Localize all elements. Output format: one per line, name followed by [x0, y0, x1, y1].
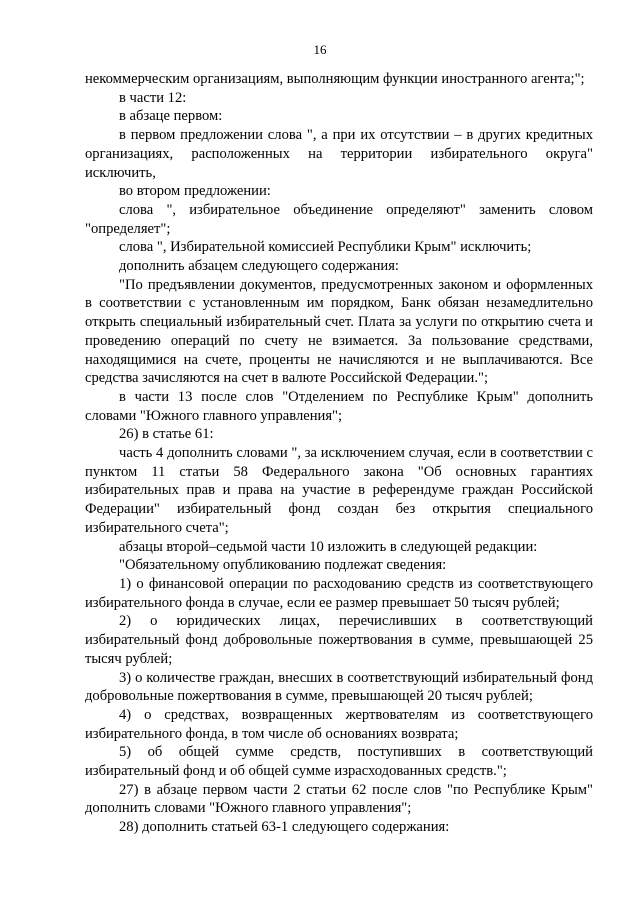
list-item: 3) о количестве граждан, внесших в соответствующий избирательный фонд добровольные пожертвования в сумме, превышающей 20 тысяч рублей; — [85, 669, 593, 705]
paragraph: "Обязательному опубликованию подлежат сведения: — [119, 557, 447, 574]
paragraph: слова ", избирательное объединение определяют" заменить словом "определяет"; — [85, 201, 593, 237]
document-body — [85, 70, 593, 837]
list-item: 1) о финансовой операции по расходованию средств из соответствующего избирательного фонда в случае, если ее размер превышает 50 тысяч рублей; — [85, 575, 593, 611]
paragraph: абзацы второй–седьмой части 10 изложить в следующей редакции: — [119, 538, 538, 555]
paragraph-continuation: некоммерческим организациям, выполняющим функции иностранного агента;"; — [85, 71, 585, 87]
list-item: 2) о юридических лицах, перечисливших в соответствующий избирательный фонд добровольные пожертвования в сумме, превышающей 25 тысяч рублей; — [85, 613, 593, 667]
list-item: 5) об общей сумме средств, поступивших в соответствующий избирательный фонд и об общей сумме израсходованных средств."; — [85, 744, 593, 780]
page-number: 16 — [313, 42, 327, 57]
paragraph: в первом предложении слова ", а при их отсутствии – в других кредитных организациях, расположенных на территории избирательного округа" исключить, — [85, 127, 593, 181]
paragraph: 26) в статье 61: — [119, 426, 214, 443]
paragraph: слова ", Избирательной комиссией Республики Крым" исключить; — [119, 239, 532, 256]
paragraph: во втором предложении: — [119, 183, 271, 200]
paragraph: в части 13 после слов "Отделением по Республике Крым" дополнить словами "Южного главного управления"; — [85, 388, 593, 424]
paragraph: 28) дополнить статьей 63-1 следующего содержания: — [119, 819, 450, 836]
paragraph: "По предъявлении документов, предусмотренных законом и оформленных в соответствии с установленным им порядком, Банк обязан незамедлительно открыть специальный избирательный счет. Плата за услуги по открытию счета и проведению операций по счету не взимается. За пользование средствами, находящимися на счете, проценты не начисляются и не выплачиваются. Все средства зачисляются на счет в валюте Российской Федерации."; — [85, 276, 593, 387]
list-item: 4) о средствах, возвращенных жертвователям из соответствующего избирательного фонда, в том числе об основаниях возврата; — [85, 706, 593, 742]
paragraph: 27) в абзаце первом части 2 статьи 62 после слов "по Республике Крым" дополнить словами "Южного главного управления"; — [85, 781, 593, 817]
paragraph: в абзаце первом: — [119, 108, 223, 125]
paragraph: дополнить абзацем следующего содержания: — [119, 258, 399, 275]
paragraph: в части 12: — [119, 89, 187, 106]
paragraph: часть 4 дополнить словами ", за исключением случая, если в соответствии с пунктом 11 статьи 58 Федерального закона "Об основных гарантиях избирательных прав и права на участие в референдуме граждан Российской Федерации" избирательный фонд создан без открытия специального избирательного счета"; — [85, 445, 593, 536]
